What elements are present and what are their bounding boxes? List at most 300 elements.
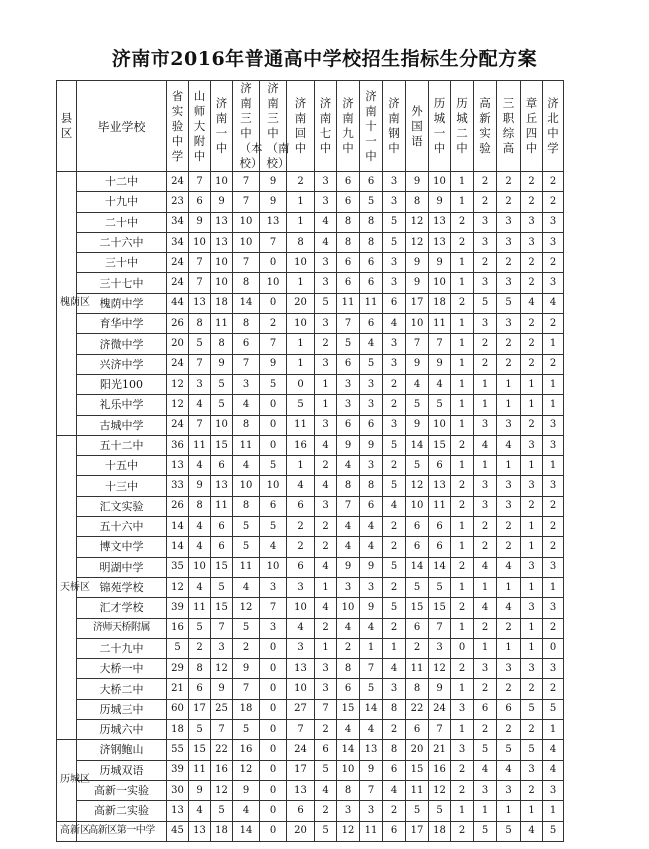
quota-cell: 0 bbox=[260, 659, 287, 679]
quota-cell: 4 bbox=[287, 618, 315, 638]
quota-cell: 13 bbox=[287, 659, 315, 679]
quota-cell: 5 bbox=[315, 821, 337, 841]
quota-cell: 4 bbox=[337, 537, 360, 557]
quota-cell: 1 bbox=[543, 801, 564, 821]
quota-cell: 18 bbox=[233, 699, 260, 719]
quota-cell: 2 bbox=[497, 334, 521, 354]
quota-cell: 10 bbox=[337, 760, 360, 780]
quota-cell: 8 bbox=[337, 780, 360, 800]
quota-cell: 13 bbox=[167, 801, 189, 821]
table-row bbox=[57, 212, 564, 232]
district-cell: 历城区 bbox=[57, 740, 77, 821]
quota-cell: 14 bbox=[337, 740, 360, 760]
column-header: 历城二中 bbox=[451, 81, 474, 172]
quota-cell: 1 bbox=[451, 456, 474, 476]
quota-cell: 13 bbox=[211, 212, 233, 232]
quota-cell: 5 bbox=[497, 740, 521, 760]
quota-cell: 6 bbox=[337, 253, 360, 273]
quota-cell: 2 bbox=[451, 476, 474, 496]
quota-cell: 7 bbox=[337, 314, 360, 334]
table-row bbox=[57, 557, 564, 577]
quota-cell: 3 bbox=[543, 435, 564, 455]
quota-cell: 3 bbox=[315, 354, 337, 374]
quota-cell: 3 bbox=[360, 456, 383, 476]
school-name-cell: 济微中学 bbox=[77, 334, 167, 354]
quota-cell: 29 bbox=[167, 659, 189, 679]
quota-cell: 6 bbox=[497, 699, 521, 719]
quota-cell: 14 bbox=[429, 557, 451, 577]
quota-cell: 5 bbox=[497, 293, 521, 313]
quota-cell: 11 bbox=[211, 314, 233, 334]
quota-cell: 3 bbox=[474, 780, 497, 800]
quota-cell: 1 bbox=[315, 577, 337, 597]
quota-cell: 7 bbox=[189, 273, 211, 293]
quota-cell: 6 bbox=[360, 273, 383, 293]
quota-cell: 9 bbox=[337, 557, 360, 577]
quota-cell: 9 bbox=[360, 435, 383, 455]
quota-cell: 15 bbox=[337, 699, 360, 719]
quota-cell: 17 bbox=[406, 293, 429, 313]
quota-cell: 3 bbox=[383, 273, 406, 293]
quota-cell: 3 bbox=[360, 801, 383, 821]
quota-cell: 16 bbox=[287, 435, 315, 455]
quota-cell: 8 bbox=[233, 415, 260, 435]
quota-cell: 2 bbox=[287, 172, 315, 192]
quota-cell: 4 bbox=[315, 780, 337, 800]
quota-cell: 1 bbox=[543, 456, 564, 476]
quota-cell: 2 bbox=[383, 720, 406, 740]
quota-cell: 9 bbox=[337, 435, 360, 455]
quota-cell: 7 bbox=[360, 780, 383, 800]
quota-cell: 2 bbox=[315, 801, 337, 821]
quota-cell: 5 bbox=[383, 598, 406, 618]
quota-cell: 7 bbox=[233, 253, 260, 273]
quota-cell: 9 bbox=[406, 253, 429, 273]
school-name-cell: 历城三中 bbox=[77, 699, 167, 719]
quota-cell: 55 bbox=[167, 740, 189, 760]
column-header: 济南七中 bbox=[315, 81, 337, 172]
quota-cell: 2 bbox=[521, 253, 543, 273]
school-name-cell: 汇才学校 bbox=[77, 598, 167, 618]
school-name-cell: 大桥一中 bbox=[77, 659, 167, 679]
page-title: 济南市2016年普通高中学校招生指标生分配方案 bbox=[111, 48, 538, 70]
quota-cell: 9 bbox=[211, 192, 233, 212]
quota-cell: 15 bbox=[406, 598, 429, 618]
quota-cell: 9 bbox=[260, 192, 287, 212]
quota-cell: 24 bbox=[167, 253, 189, 273]
quota-cell: 0 bbox=[260, 740, 287, 760]
quota-cell: 1 bbox=[521, 395, 543, 415]
quota-cell: 22 bbox=[211, 740, 233, 760]
quota-cell: 1 bbox=[315, 395, 337, 415]
table-row bbox=[57, 415, 564, 435]
quota-cell: 2 bbox=[287, 537, 315, 557]
quota-cell: 7 bbox=[233, 192, 260, 212]
quota-cell: 11 bbox=[406, 780, 429, 800]
quota-cell: 3 bbox=[315, 192, 337, 212]
quota-cell: 2 bbox=[315, 618, 337, 638]
quota-cell: 8 bbox=[360, 232, 383, 252]
school-name-cell: 高新一实验 bbox=[77, 780, 167, 800]
table-row bbox=[57, 577, 564, 597]
quota-cell: 1 bbox=[360, 638, 383, 658]
quota-cell: 3 bbox=[521, 232, 543, 252]
quota-cell: 2 bbox=[451, 293, 474, 313]
quota-cell: 5 bbox=[406, 456, 429, 476]
quota-cell: 5 bbox=[521, 740, 543, 760]
quota-cell: 4 bbox=[315, 435, 337, 455]
table-header bbox=[57, 81, 564, 172]
quota-cell: 8 bbox=[383, 740, 406, 760]
school-name-cell: 高新区第一中学 bbox=[77, 821, 167, 841]
quota-cell: 2 bbox=[287, 517, 315, 537]
quota-cell: 2 bbox=[497, 720, 521, 740]
quota-cell: 10 bbox=[211, 273, 233, 293]
quota-cell: 2 bbox=[521, 192, 543, 212]
quota-cell: 10 bbox=[233, 476, 260, 496]
quota-cell: 10 bbox=[189, 557, 211, 577]
quota-cell: 3 bbox=[521, 212, 543, 232]
quota-cell: 3 bbox=[474, 273, 497, 293]
quota-cell: 9 bbox=[260, 172, 287, 192]
quota-cell: 1 bbox=[543, 577, 564, 597]
quota-cell: 2 bbox=[474, 334, 497, 354]
school-name-cell: 历城双语 bbox=[77, 760, 167, 780]
quota-cell: 24 bbox=[287, 740, 315, 760]
quota-cell: 3 bbox=[260, 577, 287, 597]
quota-cell: 6 bbox=[337, 192, 360, 212]
column-header: 济南一中 bbox=[211, 81, 233, 172]
quota-cell: 13 bbox=[189, 293, 211, 313]
table-row bbox=[57, 192, 564, 212]
quota-cell: 10 bbox=[260, 476, 287, 496]
quota-cell: 2 bbox=[474, 720, 497, 740]
quota-cell: 2 bbox=[543, 537, 564, 557]
quota-cell: 8 bbox=[233, 314, 260, 334]
quota-cell: 9 bbox=[211, 354, 233, 374]
quota-cell: 12 bbox=[211, 659, 233, 679]
quota-cell: 44 bbox=[167, 293, 189, 313]
quota-cell: 4 bbox=[543, 760, 564, 780]
district-cell: 槐荫区 bbox=[57, 172, 77, 436]
quota-cell: 1 bbox=[451, 374, 474, 394]
quota-cell: 11 bbox=[429, 314, 451, 334]
quota-cell: 3 bbox=[211, 638, 233, 658]
school-name-cell: 博文中学 bbox=[77, 537, 167, 557]
quota-cell: 10 bbox=[337, 598, 360, 618]
quota-cell: 1 bbox=[497, 374, 521, 394]
quota-cell: 2 bbox=[497, 192, 521, 212]
quota-cell: 7 bbox=[211, 618, 233, 638]
quota-cell: 0 bbox=[260, 821, 287, 841]
quota-cell: 7 bbox=[189, 172, 211, 192]
quota-cell: 3 bbox=[337, 801, 360, 821]
quota-cell: 8 bbox=[233, 496, 260, 516]
school-name-cell: 育华中学 bbox=[77, 314, 167, 334]
quota-cell: 4 bbox=[543, 740, 564, 760]
quota-cell: 7 bbox=[233, 679, 260, 699]
quota-cell: 16 bbox=[233, 740, 260, 760]
quota-cell: 1 bbox=[474, 801, 497, 821]
quota-cell: 22 bbox=[406, 699, 429, 719]
quota-cell: 3 bbox=[543, 212, 564, 232]
quota-cell: 26 bbox=[167, 496, 189, 516]
quota-cell: 12 bbox=[406, 212, 429, 232]
quota-cell: 7 bbox=[211, 720, 233, 740]
allocation-table bbox=[56, 80, 564, 842]
table-row bbox=[57, 598, 564, 618]
quota-cell: 7 bbox=[429, 334, 451, 354]
quota-cell: 5 bbox=[315, 293, 337, 313]
quota-cell: 5 bbox=[543, 699, 564, 719]
school-name-cell: 历城六中 bbox=[77, 720, 167, 740]
quota-cell: 17 bbox=[189, 699, 211, 719]
quota-cell: 0 bbox=[260, 801, 287, 821]
quota-cell: 10 bbox=[287, 314, 315, 334]
quota-cell: 15 bbox=[211, 435, 233, 455]
quota-cell: 8 bbox=[189, 659, 211, 679]
quota-cell: 3 bbox=[521, 659, 543, 679]
quota-cell: 11 bbox=[337, 293, 360, 313]
quota-cell: 6 bbox=[287, 557, 315, 577]
quota-cell: 2 bbox=[543, 253, 564, 273]
quota-cell: 45 bbox=[167, 821, 189, 841]
quota-cell: 8 bbox=[337, 659, 360, 679]
quota-cell: 12 bbox=[429, 780, 451, 800]
quota-cell: 2 bbox=[451, 232, 474, 252]
quota-cell: 7 bbox=[406, 334, 429, 354]
quota-cell: 10 bbox=[429, 172, 451, 192]
quota-cell: 2 bbox=[383, 456, 406, 476]
quota-cell: 3 bbox=[474, 659, 497, 679]
quota-cell: 1 bbox=[521, 537, 543, 557]
quota-cell: 4 bbox=[474, 598, 497, 618]
quota-cell: 1 bbox=[497, 395, 521, 415]
quota-cell: 5 bbox=[167, 638, 189, 658]
quota-cell: 6 bbox=[360, 496, 383, 516]
quota-cell: 0 bbox=[287, 374, 315, 394]
quota-cell: 2 bbox=[543, 172, 564, 192]
quota-cell: 4 bbox=[360, 334, 383, 354]
table-row bbox=[57, 659, 564, 679]
quota-cell: 11 bbox=[360, 293, 383, 313]
quota-cell: 2 bbox=[497, 253, 521, 273]
quota-cell: 10 bbox=[233, 212, 260, 232]
quota-cell: 3 bbox=[315, 659, 337, 679]
quota-cell: 2 bbox=[474, 517, 497, 537]
quota-cell: 2 bbox=[383, 801, 406, 821]
quota-cell: 6 bbox=[406, 537, 429, 557]
quota-cell: 14 bbox=[406, 435, 429, 455]
quota-cell: 1 bbox=[451, 314, 474, 334]
quota-cell: 3 bbox=[543, 557, 564, 577]
column-header: 省实验中学 bbox=[167, 81, 189, 172]
quota-cell: 4 bbox=[337, 618, 360, 638]
quota-cell: 2 bbox=[543, 679, 564, 699]
school-name-cell: 三十七中 bbox=[77, 273, 167, 293]
quota-cell: 3 bbox=[543, 659, 564, 679]
quota-cell: 10 bbox=[211, 172, 233, 192]
quota-cell: 5 bbox=[360, 354, 383, 374]
quota-cell: 3 bbox=[497, 314, 521, 334]
quota-cell: 12 bbox=[211, 780, 233, 800]
quota-cell: 24 bbox=[167, 172, 189, 192]
quota-cell: 2 bbox=[383, 374, 406, 394]
quota-cell: 13 bbox=[429, 476, 451, 496]
table-row bbox=[57, 801, 564, 821]
quota-cell: 2 bbox=[521, 720, 543, 740]
quota-cell: 10 bbox=[260, 273, 287, 293]
quota-cell: 5 bbox=[474, 293, 497, 313]
quota-cell: 5 bbox=[211, 801, 233, 821]
table-row bbox=[57, 456, 564, 476]
quota-cell: 3 bbox=[543, 780, 564, 800]
quota-cell: 30 bbox=[167, 780, 189, 800]
quota-cell: 2 bbox=[383, 395, 406, 415]
quota-cell: 3 bbox=[497, 415, 521, 435]
quota-cell: 8 bbox=[360, 476, 383, 496]
quota-cell: 11 bbox=[211, 496, 233, 516]
quota-cell: 2 bbox=[337, 638, 360, 658]
quota-cell: 10 bbox=[287, 679, 315, 699]
quota-cell: 2 bbox=[497, 517, 521, 537]
quota-cell: 1 bbox=[521, 638, 543, 658]
quota-cell: 4 bbox=[406, 374, 429, 394]
quota-cell: 6 bbox=[233, 334, 260, 354]
quota-cell: 5 bbox=[211, 395, 233, 415]
quota-cell: 10 bbox=[260, 557, 287, 577]
quota-cell: 4 bbox=[260, 537, 287, 557]
quota-cell: 0 bbox=[543, 638, 564, 658]
quota-cell: 9 bbox=[360, 557, 383, 577]
quota-cell: 12 bbox=[167, 577, 189, 597]
quota-cell: 0 bbox=[451, 638, 474, 658]
quota-cell: 16 bbox=[167, 618, 189, 638]
table-row bbox=[57, 273, 564, 293]
quota-cell: 7 bbox=[429, 618, 451, 638]
quota-cell: 14 bbox=[167, 537, 189, 557]
quota-cell: 1 bbox=[315, 638, 337, 658]
quota-cell: 11 bbox=[233, 557, 260, 577]
quota-cell: 3 bbox=[287, 638, 315, 658]
school-name-cell: 礼乐中学 bbox=[77, 395, 167, 415]
quota-cell: 1 bbox=[451, 395, 474, 415]
quota-cell: 4 bbox=[474, 435, 497, 455]
quota-cell: 3 bbox=[497, 273, 521, 293]
table-row bbox=[57, 720, 564, 740]
quota-cell: 5 bbox=[211, 577, 233, 597]
quota-cell: 3 bbox=[543, 598, 564, 618]
quota-cell: 2 bbox=[497, 537, 521, 557]
quota-cell: 3 bbox=[474, 415, 497, 435]
quota-cell: 1 bbox=[451, 618, 474, 638]
quota-cell: 10 bbox=[429, 415, 451, 435]
table-row bbox=[57, 740, 564, 760]
quota-cell: 0 bbox=[260, 293, 287, 313]
quota-cell: 6 bbox=[429, 537, 451, 557]
quota-cell: 2 bbox=[474, 537, 497, 557]
school-name-cell: 汇文实验 bbox=[77, 496, 167, 516]
quota-cell: 2 bbox=[474, 679, 497, 699]
quota-cell: 4 bbox=[189, 395, 211, 415]
quota-cell: 11 bbox=[406, 659, 429, 679]
quota-cell: 3 bbox=[233, 374, 260, 394]
quota-cell: 10 bbox=[287, 253, 315, 273]
quota-cell: 2 bbox=[543, 517, 564, 537]
quota-cell: 2 bbox=[521, 780, 543, 800]
quota-cell: 6 bbox=[406, 618, 429, 638]
quota-cell: 12 bbox=[406, 232, 429, 252]
quota-cell: 2 bbox=[451, 496, 474, 516]
quota-cell: 5 bbox=[383, 557, 406, 577]
quota-cell: 1 bbox=[315, 374, 337, 394]
quota-cell: 6 bbox=[287, 496, 315, 516]
school-name-cell: 十三中 bbox=[77, 476, 167, 496]
quota-cell: 3 bbox=[315, 273, 337, 293]
quota-cell: 20 bbox=[167, 334, 189, 354]
quota-cell: 2 bbox=[315, 334, 337, 354]
quota-cell: 5 bbox=[429, 395, 451, 415]
quota-cell: 2 bbox=[521, 314, 543, 334]
quota-cell: 9 bbox=[429, 679, 451, 699]
quota-cell: 10 bbox=[189, 232, 211, 252]
quota-cell: 13 bbox=[189, 821, 211, 841]
table-row bbox=[57, 780, 564, 800]
quota-cell: 7 bbox=[260, 598, 287, 618]
quota-cell: 5 bbox=[406, 801, 429, 821]
quota-cell: 4 bbox=[233, 456, 260, 476]
quota-cell: 3 bbox=[474, 496, 497, 516]
quota-cell: 9 bbox=[233, 659, 260, 679]
quota-cell: 5 bbox=[233, 618, 260, 638]
quota-cell: 6 bbox=[287, 801, 315, 821]
quota-cell: 9 bbox=[406, 273, 429, 293]
quota-cell: 15 bbox=[189, 740, 211, 760]
quota-cell: 8 bbox=[406, 192, 429, 212]
quota-cell: 2 bbox=[474, 192, 497, 212]
table-row bbox=[57, 537, 564, 557]
quota-cell: 2 bbox=[474, 354, 497, 374]
quota-cell: 6 bbox=[211, 456, 233, 476]
quota-cell: 12 bbox=[233, 598, 260, 618]
quota-cell: 1 bbox=[451, 415, 474, 435]
quota-cell: 5 bbox=[233, 720, 260, 740]
quota-cell: 5 bbox=[337, 334, 360, 354]
quota-cell: 1 bbox=[451, 679, 474, 699]
quota-cell: 7 bbox=[360, 659, 383, 679]
quota-cell: 11 bbox=[189, 598, 211, 618]
quota-cell: 5 bbox=[383, 232, 406, 252]
quota-cell: 2 bbox=[543, 192, 564, 212]
quota-cell: 4 bbox=[233, 577, 260, 597]
quota-cell: 1 bbox=[474, 456, 497, 476]
quota-cell: 1 bbox=[497, 801, 521, 821]
quota-cell: 3 bbox=[189, 374, 211, 394]
quota-cell: 3 bbox=[497, 212, 521, 232]
quota-cell: 5 bbox=[521, 699, 543, 719]
table-row bbox=[57, 760, 564, 780]
quota-cell: 1 bbox=[497, 638, 521, 658]
quota-cell: 5 bbox=[383, 476, 406, 496]
quota-cell: 0 bbox=[260, 780, 287, 800]
quota-cell: 3 bbox=[497, 496, 521, 516]
quota-cell: 11 bbox=[360, 821, 383, 841]
school-name-cell: 五十二中 bbox=[77, 435, 167, 455]
quota-cell: 12 bbox=[167, 395, 189, 415]
quota-cell: 4 bbox=[497, 435, 521, 455]
table-row bbox=[57, 517, 564, 537]
quota-cell: 6 bbox=[474, 699, 497, 719]
